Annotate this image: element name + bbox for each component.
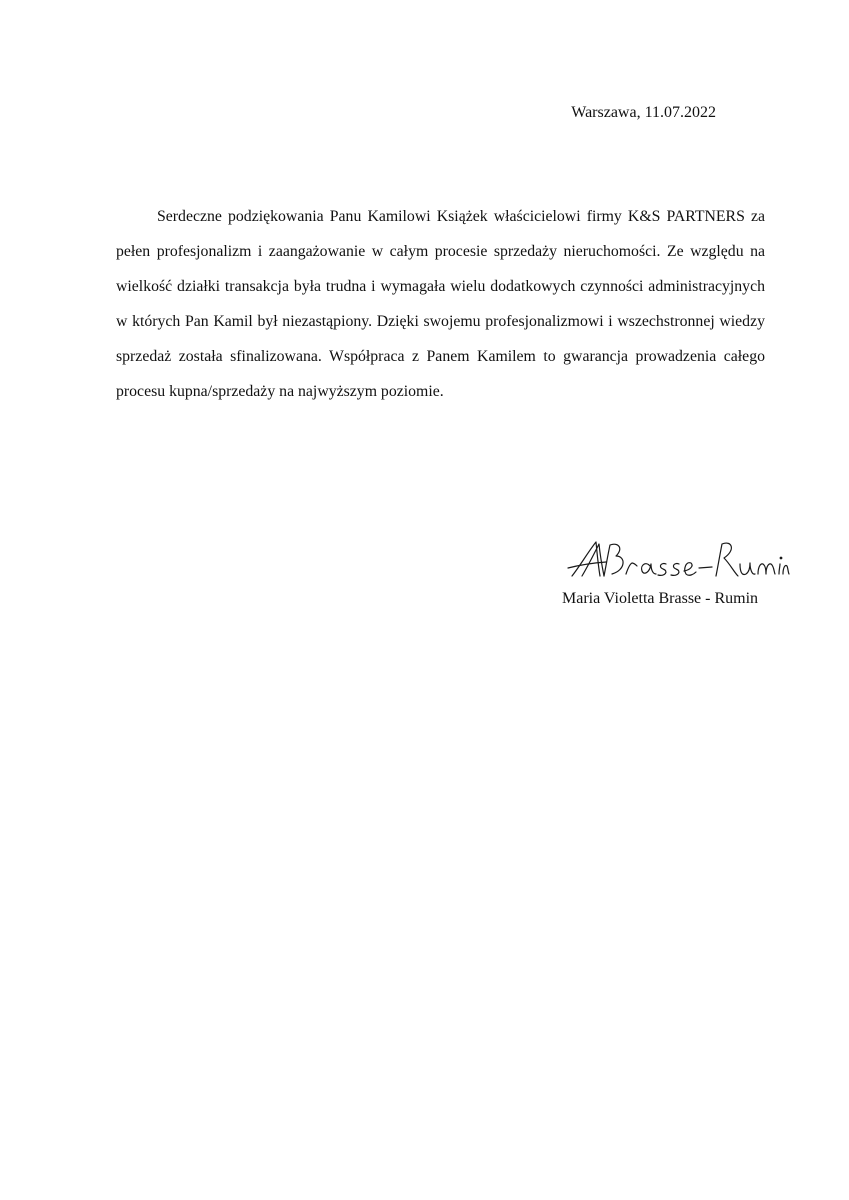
handwritten-signature xyxy=(566,536,790,586)
place-and-date: Warszawa, 11.07.2022 xyxy=(571,104,716,121)
signer-printed-name: Maria Violetta Brasse - Rumin xyxy=(562,590,759,607)
letter-body: Serdeczne podziękowania Panu Kamilowi Książek właścicielowi firmy K&S PARTNERS za pełen profesjonalizm i zaangażowanie w całym procesie sprzedaży nieruchomości. Ze względu na wielkość działki transakcja była trudna i wymagała wielu dodatkowych czynności administracyjnych w których Pan Kamil był niezastąpiony. Dzięki swojemu profesjonalizmowi i wszechstronnej wiedzy sprzedaż została sfinalizowana. Współpraca z Panem Kamilem to gwarancja prowadzenia całego procesu kupna/sprzedaży na najwyższym poziomie. xyxy=(116,208,765,400)
